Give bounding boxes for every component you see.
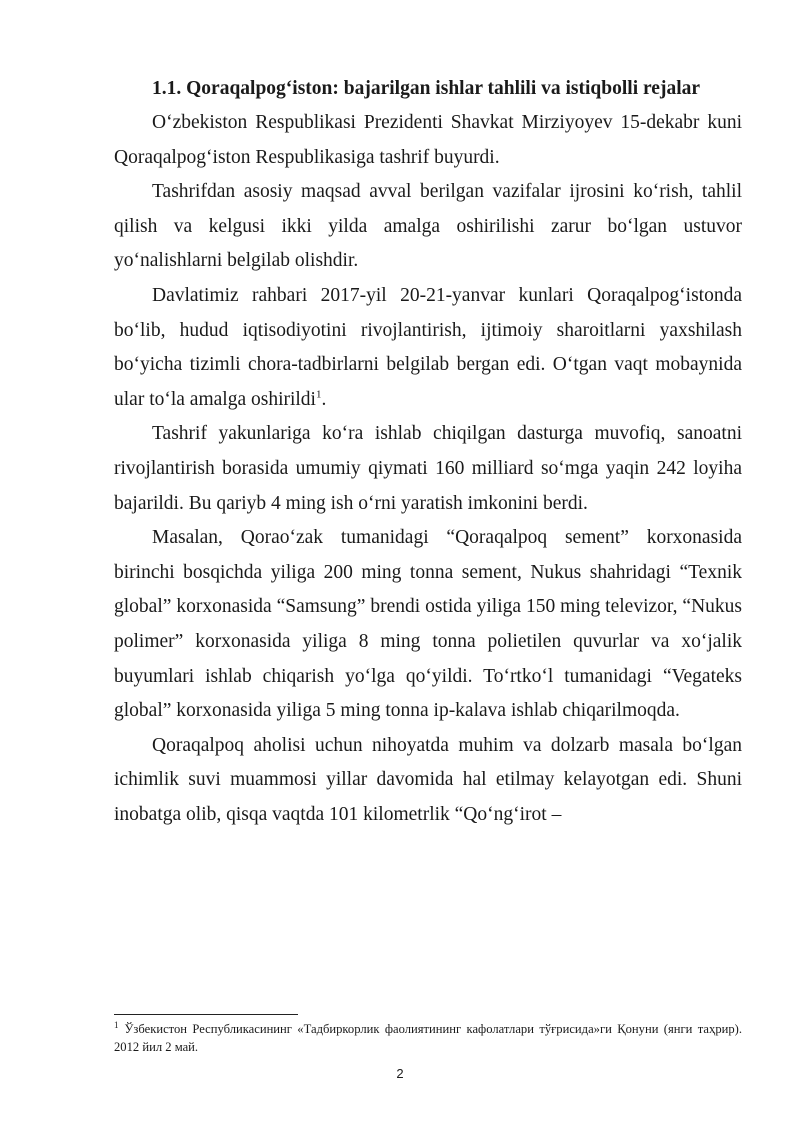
footnote bbox=[114, 1020, 742, 1056]
paragraph-2: Tashrifdan asosiy maqsad avval berilgan vazifalar ijrosini ko‘rish, tahlil qilish va kelgusi ikki yilda amalga oshirilishi zarur bo‘lgan ustuvor yo‘nalishlarni belgilab olishdir. bbox=[114, 181, 742, 272]
paragraph-1: O‘zbekiston Respublikasi Prezidenti Shavkat Mirziyoyev 15-dekabr kuni Qoraqalpog‘iston Respublikasiga tashrif buyurdi. bbox=[114, 112, 742, 168]
footnote-separator bbox=[114, 1014, 298, 1015]
paragraph-3-end: . bbox=[321, 388, 327, 410]
paragraph-5: Masalan, Qorao‘zak tumanidagi “Qoraqalpoq sement” korxonasida birinchi bosqichda yiliga 200 ming tonna sement, Nukus shahridagi “Texnik global” korxonasida “Samsung” brendi ostida yiliga 150 ming televizor, “Nukus polimer” korxonasida yiliga 8 ming tonna polietilen quvurlar va xo‘jalik buyumlari ishlab chiqarish yo‘lga qo‘yildi. To‘rtko‘l tumanidagi “Vegateks global” korxonasida yiliga 5 ming tonna ip-kalava ishlab chiqarilmoqda. bbox=[114, 527, 742, 722]
paragraph-4: Tashrif yakunlariga ko‘ra ishlab chiqilgan dasturga muvofiq, sanoatni rivojlantirish borasida umumiy qiymati 160 milliard so‘mga yaqin 242 loyiha bajarildi. Bu qariyb 4 ming ish o‘rni yaratish imkonini berdi. bbox=[114, 423, 742, 514]
paragraph-6: Qoraqalpoq aholisi uchun nihoyatda muhim va dolzarb masala bo‘lgan ichimlik suvi muammosi yillar davomida hal etilmay kelayotgan edi. Shuni inobatga olib, qisqa vaqtda 101 kilometrlik “Qo‘ng‘irot – bbox=[114, 734, 742, 825]
paragraph-3 bbox=[114, 279, 742, 417]
footnote-mark: 1 bbox=[114, 1019, 119, 1030]
document-body bbox=[114, 72, 742, 832]
section-heading: 1.1. Qoraqalpog‘iston: bajarilgan ishlar tahlili va istiqbolli rejalar bbox=[152, 78, 701, 99]
footnote-text: Ўзбекистон Республикасининг «Тадбиркорлик фаолиятининг кафолатлари тўғрисида»ги Қонуни (янги таҳрир). 2012 йил 2 май. bbox=[114, 1022, 742, 1054]
page-number: 2 bbox=[396, 1066, 404, 1081]
paragraph-3-text: Davlatimiz rahbari 2017-yil 20-21-yanvar kunlari Qoraqalpog‘istonda bo‘lib, hudud iqtisodiyotini rivojlantirish, ijtimoiy sharoitlarni yaxshilash bo‘yicha tizimli chora-tadbirlarni belgilab bergan edi. O‘tgan vaqt mobaynida ular to‘la amalga oshirildi bbox=[114, 284, 742, 410]
footnote-reference[interactable]: 1 bbox=[315, 388, 322, 401]
